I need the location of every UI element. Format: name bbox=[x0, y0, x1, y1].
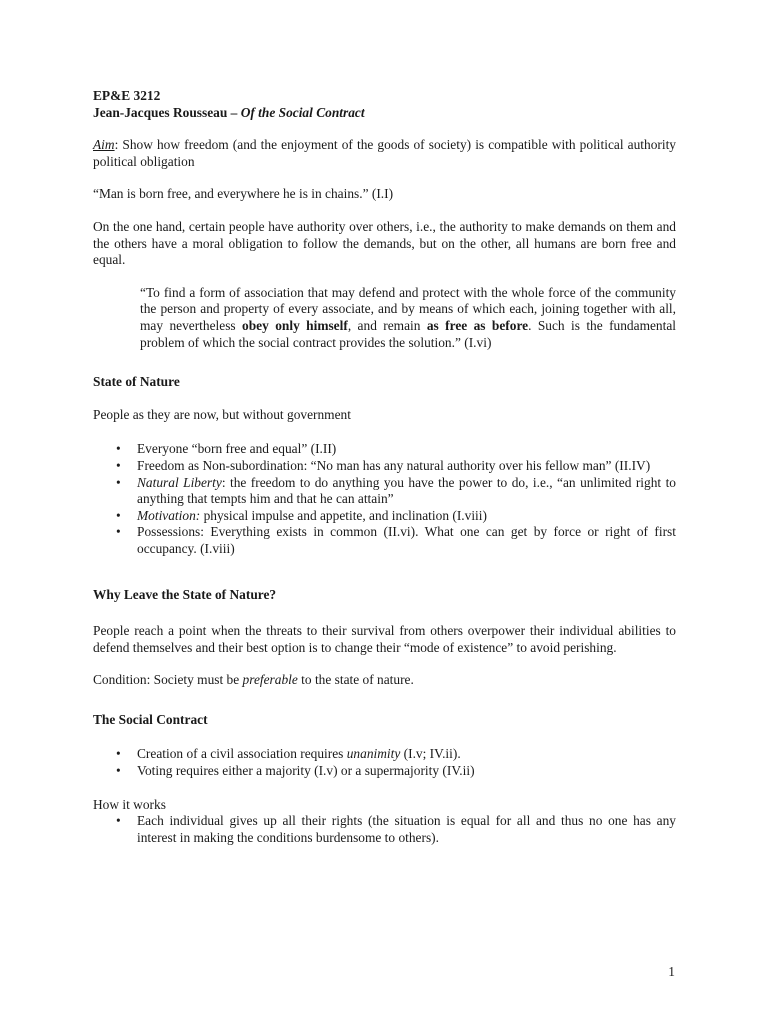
document-page bbox=[93, 88, 676, 846]
condition-emphasis: preferable bbox=[242, 672, 298, 688]
condition-pre: Condition: Society must be bbox=[93, 672, 243, 688]
aim-label: Aim bbox=[93, 137, 115, 153]
quote-bold-1: obey only himself bbox=[242, 317, 348, 333]
list-item-label: Natural Liberty bbox=[137, 474, 222, 490]
aim-text: : Show how freedom (and the enjoyment of the goods of society) is compatible with political authority political obligation bbox=[93, 137, 676, 169]
opening-quote: “Man is born free, and everywhere he is in chains.” (I.I) bbox=[93, 186, 394, 202]
how-it-works-label: How it works bbox=[93, 796, 166, 812]
aim-paragraph bbox=[93, 137, 676, 170]
authority-paragraph: On the one hand, certain people have authority over others, i.e., the authority to make demands on them and the others have a moral obligation to follow the demands, but on the other, all humans are born free and equal. bbox=[93, 218, 676, 268]
document-title bbox=[93, 105, 676, 122]
list-item: • Possessions: Everything exists in common (II.vi). What one can get by force or right of first occupancy. (I.viii) bbox=[137, 524, 676, 557]
list-item-emphasis: unanimity bbox=[346, 746, 401, 762]
social-contract-list bbox=[93, 746, 676, 779]
how-it-works-list bbox=[93, 813, 676, 846]
heading-state-of-nature: State of Nature bbox=[93, 374, 180, 390]
list-item: • Each individual gives up all their rights (the situation is equal for all and thus no one has any interest in making the conditions burdensome to others). bbox=[137, 813, 676, 846]
list-item bbox=[137, 475, 676, 508]
state-of-nature-intro: People as they are now, but without government bbox=[93, 406, 351, 422]
list-item bbox=[137, 508, 676, 525]
page-number: 1 bbox=[668, 964, 675, 979]
heading-why-leave: Why Leave the State of Nature? bbox=[93, 587, 277, 603]
work-title: Of the Social Contract bbox=[240, 104, 365, 120]
author-name: Jean-Jacques Rousseau – bbox=[93, 104, 241, 120]
state-of-nature-list bbox=[93, 441, 676, 557]
quote-part-1: “To find a form of association that may defend and protect with the whole force of the community the person and property of every associate, and by means of which each, joining together with all, may nevertheless bbox=[140, 284, 676, 333]
list-item: • Everyone “born free and equal” (I.II) bbox=[137, 441, 676, 458]
heading-social-contract: The Social Contract bbox=[93, 711, 208, 727]
quote-bold-2: as free as before bbox=[426, 317, 529, 333]
quote-part-2: , and remain bbox=[347, 317, 427, 333]
condition-post: to the state of nature. bbox=[297, 672, 414, 688]
quote-part-3: . Such is the fundamental problem of which the social contract provides the solution.” (I.vi) bbox=[140, 317, 677, 350]
list-item-text: Creation of a civil association requires bbox=[137, 746, 347, 762]
list-item-label: Motivation: bbox=[137, 507, 201, 523]
list-item-text: (I.v; IV.ii). bbox=[400, 746, 461, 762]
list-item-text: : the freedom to do anything you have the power to do, i.e., “an unlimited right to anything that tempts him and that he can attain” bbox=[137, 474, 676, 507]
list-item bbox=[137, 746, 676, 763]
block-quote bbox=[140, 285, 676, 351]
list-item: • Voting requires either a majority (I.v) or a supermajority (IV.ii) bbox=[137, 763, 676, 780]
course-code: EP&E 3212 bbox=[93, 88, 161, 103]
condition-paragraph bbox=[93, 672, 676, 689]
list-item-text: physical impulse and appetite, and inclination (I.viii) bbox=[200, 507, 487, 523]
list-item: • Freedom as Non-subordination: “No man has any natural authority over his fellow man” (II.IV) bbox=[137, 458, 676, 475]
why-leave-paragraph: People reach a point when the threats to their survival from others overpower their individual abilities to defend themselves and their best option is to change their “mode of existence” to avoid perishing. bbox=[93, 623, 676, 655]
